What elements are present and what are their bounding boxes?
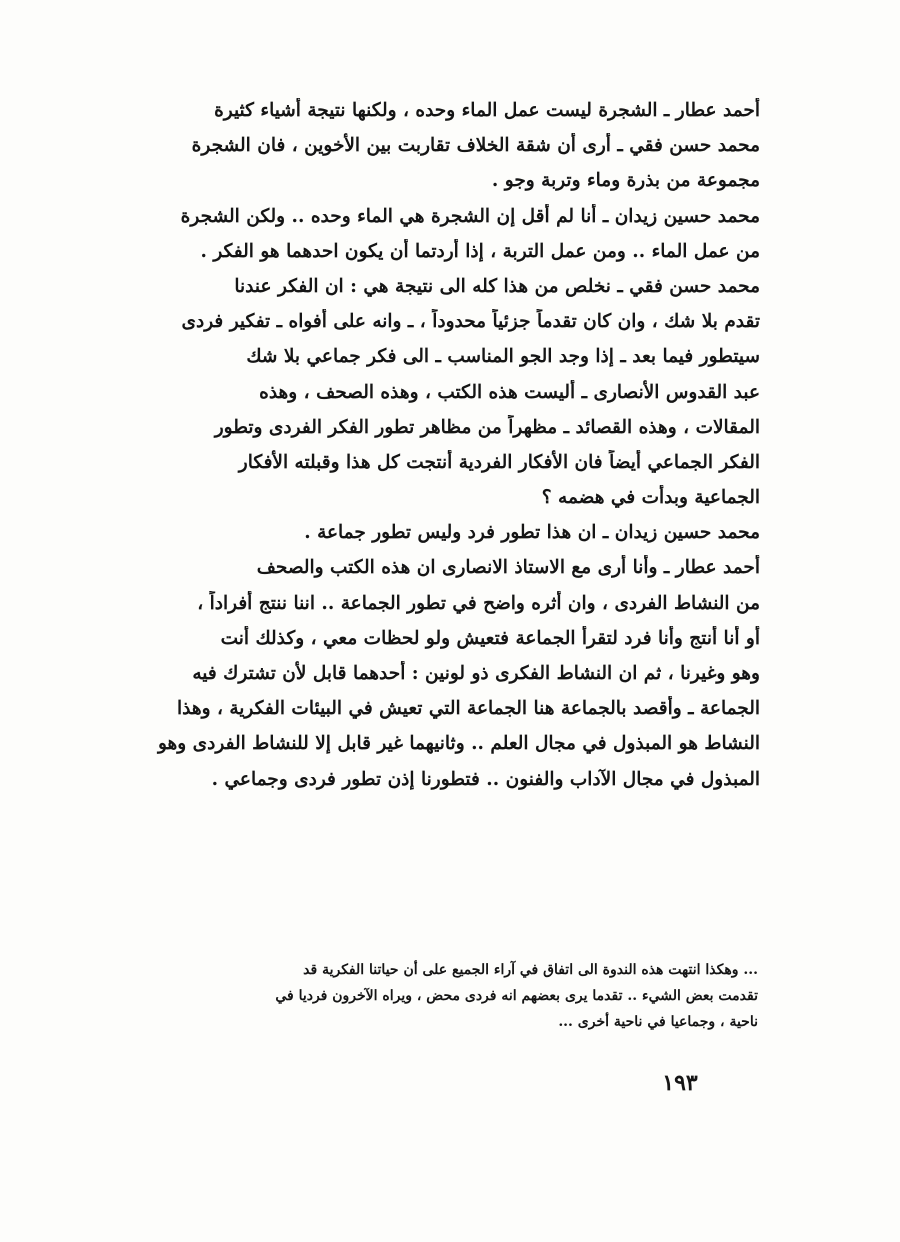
footnote xyxy=(160,960,758,1038)
text-line: عبد القدوس الأنصارى ـ أليست هذه الكتب ، وهذه الصحف ، وهذه xyxy=(259,381,760,403)
text-line: النشاط هو المبذول في مجال العلم .. وثانيهما غير قابل إلا للنشاط الفردى وهو xyxy=(157,733,760,755)
text-line: محمد حسين زيدان ـ ان هذا تطور فرد وليس تطور جماعة . xyxy=(304,522,760,544)
footnote-line: ناحية ، وجماعيا في ناحية أخرى ... xyxy=(558,1014,758,1030)
text-line: أو أنا أنتج وأنا فرد لتقرأ الجماعة فتعيش ولو لحظات معي ، وكذلك أنت xyxy=(220,627,760,649)
text-line: الفكر الجماعي أيضاً فان الأفكار الفردية أنتجت كل هذا وقبلته الأفكار xyxy=(238,451,760,473)
text-line: مجموعة من بذرة وماء وتربة وجو . xyxy=(491,170,760,192)
text-line: محمد حسن فقي ـ نخلص من هذا كله الى نتيجة هي : ان الفكر عندنا xyxy=(234,275,760,297)
text-line: محمد حسن فقي ـ أرى أن شقة الخلاف تقاربت بين الأخوين ، فان الشجرة xyxy=(191,135,760,157)
footnote-line: تقدمت بعض الشيء .. تقدما يرى بعضهم انه فردى محض ، ويراه الآخرون فرديا في xyxy=(275,988,758,1004)
text-line: الجماعة ـ وأقصد بالجماعة هنا الجماعة التي تعيش في البيئات الفكرية ، وهذا xyxy=(176,698,760,720)
text-line: الجماعية وبدأت في هضمه ؟ xyxy=(541,487,760,509)
text-line: سيتطور فيما بعد ـ إذا وجد الجو المناسب ـ الى فكر جماعي بلا شك xyxy=(246,346,760,368)
text-line: وهو وغيرنا ، ثم ان النشاط الفكرى ذو لونين : أحدهما قابل لأن تشترك فيه xyxy=(192,663,760,684)
text-line: المقالات ، وهذه القصائد ـ مظهراً من مظاهر تطور الفكر الفردى وتطور xyxy=(214,416,760,438)
text-line: محمد حسين زيدان ـ أنا لم أقل إن الشجرة هي الماء وحده .. ولكن الشجرة xyxy=(180,205,760,227)
text-line: أحمد عطار ـ وأنا أرى مع الاستاذ الانصارى ان هذه الكتب والصحف xyxy=(256,557,760,579)
footnote-line: ... وهكذا انتهت هذه الندوة الى اتفاق في آراء الجميع على أن حياتنا الفكرية قد xyxy=(303,962,758,978)
text-line: من عمل الماء .. ومن عمل التربة ، إذا أردتما أن يكون احدهما هو الفكر . xyxy=(200,240,760,262)
text-line: من النشاط الفردى ، وان أثره واضح في تطور الجماعة .. اننا ننتج أفراداً ، xyxy=(197,592,760,614)
page-number: ١٩٣ xyxy=(662,1070,698,1096)
text-line: المبذول في مجال الآداب والفنون .. فتطورنا إذن تطور فردى وجماعي . xyxy=(211,768,760,790)
main-text xyxy=(150,98,760,802)
text-line: تقدم بلا شك ، وان كان تقدماً جزئياً محدوداً ، ـ وانه على أفواه ـ تفكير فردى xyxy=(181,311,760,333)
text-line: أحمد عطار ـ الشجرة ليست عمل الماء وحده ، ولكنها نتيجة أشياء كثيرة xyxy=(214,100,760,121)
